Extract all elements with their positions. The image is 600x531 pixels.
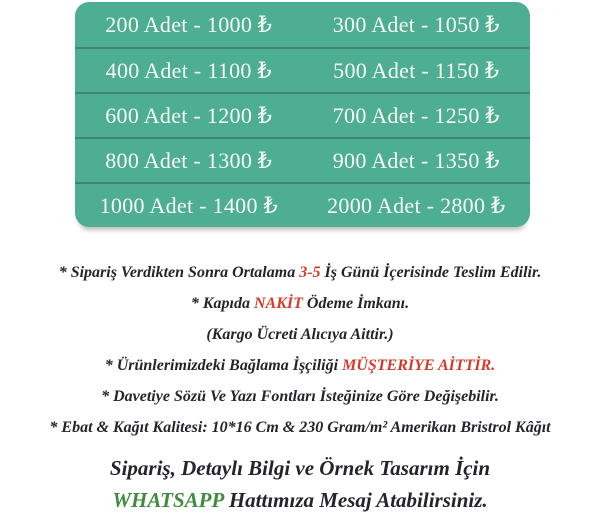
table-row [75, 92, 530, 137]
price-cell: 600 Adet - 1200 ₺ [105, 102, 273, 128]
price-cell: 900 Adet - 1350 ₺ [332, 147, 500, 173]
note-delivery-pre: * Sipariş Verdikten Sonra Ortalama [58, 264, 300, 281]
price-cell: 2000 Adet - 2800 ₺ [327, 192, 506, 218]
footer-line2 [0, 484, 600, 516]
price-cell: 1000 Adet - 1400 ₺ [99, 192, 278, 218]
price-cell: 500 Adet - 1150 ₺ [333, 57, 500, 83]
table-row [75, 182, 530, 227]
note-binding-pre: * Ürünlerimizdeki Bağlama İşçiliği [104, 357, 343, 374]
note-cargo: (Kargo Ücreti Alıcıya Aittir.) [206, 326, 394, 343]
price-cell: 800 Adet - 1300 ₺ [105, 147, 273, 173]
note-binding-highlight: MÜŞTERİYE AİTTİR. [342, 357, 496, 374]
note-delivery-post: İş Günü İçerisinde Teslim Edilir. [320, 264, 542, 281]
table-row [75, 2, 530, 47]
note-delivery [0, 257, 600, 288]
footer-line2-rest: Hattımıza Mesaj Atabilirsiniz. [223, 488, 488, 512]
footer-line1: Sipariş, Detaylı Bilgi ve Örnek Tasarım İçin [109, 456, 491, 480]
price-cell: 400 Adet - 1100 ₺ [105, 57, 272, 83]
footer-whatsapp-highlight: WHATSAPP [112, 488, 224, 512]
price-table [75, 2, 530, 227]
notes-section [0, 257, 600, 443]
note-payment [0, 288, 600, 319]
price-cell: 300 Adet - 1050 ₺ [332, 11, 500, 37]
note-payment-pre: * Kapıda [190, 295, 254, 312]
price-cell: 700 Adet - 1250 ₺ [332, 102, 500, 128]
table-row [75, 47, 530, 92]
table-row [75, 137, 530, 182]
price-cell: 200 Adet - 1000 ₺ [105, 11, 273, 37]
note-binding [0, 350, 600, 381]
note-payment-highlight: NAKİT [254, 295, 303, 312]
note-fonts: * Davetiye Sözü Ve Yazı Fontları İsteğinize Göre Değişebilir. [101, 388, 499, 405]
note-size: * Ebat & Kağıt Kalitesi: 10*16 Cm & 230 Gram/m² Amerikan Bristrol Kâğıt [49, 419, 551, 436]
note-payment-post: Ödeme İmkanı. [302, 295, 410, 312]
note-delivery-highlight: 3-5 [299, 264, 321, 281]
footer-section [0, 452, 600, 516]
